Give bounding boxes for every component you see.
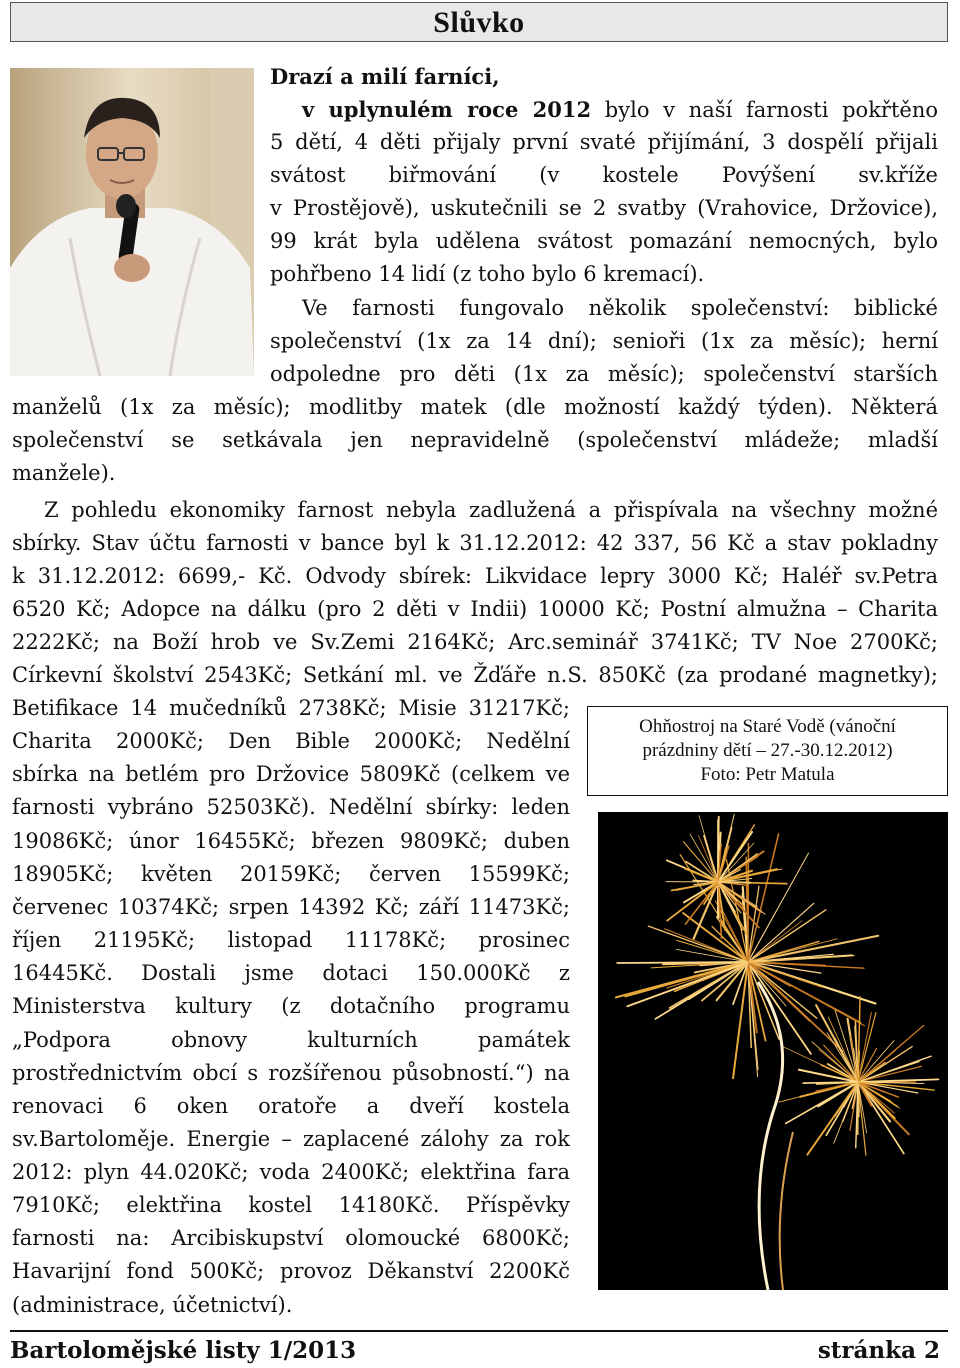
article-line [12,1189,570,1222]
article-line [12,391,938,424]
caption-line-1: Ohňostroj na Staré Vodě (vánoční [639,716,896,737]
article-line [12,1255,570,1288]
article-line [270,325,938,358]
article-line-text: 99 krát byla udělena svátost pomazání nemocných, bylo [270,229,938,253]
article-line-text: v Prostějově), uskutečnili se 2 svatby (Vrahovice, Držovice), [270,196,938,220]
article-line [12,659,938,692]
photo-caption [587,706,948,796]
article-line-bold: v uplynulém roce 2012 [302,97,592,122]
article-line [302,93,938,127]
article-line [12,1289,570,1322]
footer-page-number: stránka 2 [817,1337,940,1364]
article-line-text: 2012: plyn 44.020Kč; voda 2400Kč; elektřina fara [12,1160,570,1184]
firework-spark [718,882,750,883]
firework-trail [780,1132,793,1290]
article-line [12,527,938,560]
article-line-text: manželů (1x za měsíc); modlitby matek (dle možností každý týden). Některá [12,395,938,419]
article-line-text: bylo v naší farnosti pokřtěno [591,98,938,122]
article-line-text: Z pohledu ekonomiky farnost nebyla zadlužená a přispívala na všechny možné [44,498,938,522]
article-line-text: „Podpora obnovy kulturních památek [12,1028,570,1052]
greeting: Drazí a milí farníci, [270,64,500,89]
priest-photo [10,68,254,376]
article-line-text: 19086Kč; únor 16455Kč; březen 9809Kč; duben [12,829,570,853]
article-line [270,225,938,258]
article-line-text: 7910Kč; elektřina kostel 14180Kč. Příspěvky [12,1193,570,1217]
article-line-text: (administrace, účetnictví). [12,1293,293,1317]
article-line [12,1024,570,1057]
article-line-text: říjen 21195Kč; listopad 11178Kč; prosinec [12,928,570,952]
article-line-text: Ministerstva kultury (z dotačního programu [12,994,570,1018]
priest-photo-icon [10,68,254,376]
article-line [12,924,570,957]
article-line [12,457,938,490]
article-line [12,957,570,990]
article-line-text: Charita 2000Kč; Den Bible 2000Kč; Nedělní [12,729,570,753]
article-line-text: Ve farnosti fungovalo několik společenství: biblické [302,296,938,320]
article-line [12,858,570,891]
article-line [12,1057,570,1090]
caption-line-3: Foto: Petr Matula [700,764,835,785]
article-line-text: manžele). [12,461,116,485]
article-line [12,560,938,593]
article-line-text: renovaci 6 oken oratoře a dveří kostela [12,1094,570,1118]
firework-spark [858,1082,894,1113]
article-line-text: farnosti vybráno 52503Kč). Nedělní sbírky: leden [12,795,570,819]
article-line [12,758,570,791]
article-line-text: červenec 10374Kč; srpen 14392 Kč; září 11473Kč; [12,895,570,919]
article-line [12,1222,570,1255]
firework-spark [617,962,748,963]
article-line-text: k 31.12.2012: 6699,- Kč. Odvody sbírek: Likvidace lepry 3000 Kč; Haléř sv.Petra [12,564,938,588]
article-line [12,1156,570,1189]
article-line-text: 16445Kč. Dostali jsme dotaci 150.000Kč z [12,961,570,985]
article-line [270,258,938,291]
article-line [12,626,938,659]
firework-spark [690,834,718,882]
article-line [12,825,570,858]
article-line-text: sv.Bartoloměje. Energie – zaplacené zálohy za rok [12,1127,570,1151]
footer-divider [10,1330,948,1332]
article-line-text: svátost biřmování (v kostele Povýšení sv.kříže [270,163,938,187]
article-line-text: farnosti na: Arcibiskupství olomoucké 6800Kč; [12,1226,570,1250]
article-line-text: Betifikace 14 mučedníků 2738Kč; Misie 31217Kč; [12,696,570,720]
article-line [12,593,938,626]
article-line [12,891,570,924]
article-line-text: 6520 Kč; Adopce na dálku (pro 2 děti v Indii) 10000 Kč; Postní almužna – Charita [12,597,938,621]
article-line [12,692,570,725]
article-line [270,159,938,192]
article-line [44,494,938,527]
article-line-text: sbírky. Stav účtu farnosti v bance byl k 31.12.2012: 42 337, 56 Kč a stav pokladny [12,531,938,555]
article-line [12,1090,570,1123]
article-line [270,126,938,159]
page-title-bar [10,2,948,42]
firework-spark [748,834,779,962]
article-line [12,990,570,1023]
article-line [12,1123,570,1156]
firework-spark [733,962,748,1078]
page-title: Slůvko [433,6,525,39]
firework-spark [803,1082,858,1083]
article-line-text: Církevní školství 2543Kč; Setkání ml. ve Žďáře n.S. 850Kč (za prodané magnetky); [12,663,938,687]
article-line-text: prostřednictvím obcí s rozšířenou působností.“) na [12,1061,570,1085]
caption-line-2: prázdniny dětí – 27.-30.12.2012) [642,740,893,761]
article-line-text: odpoledne pro děti (1x za měsíc); společenství starších [270,362,938,386]
footer-publication: Bartolomějské listy 1/2013 [10,1337,357,1364]
article-line-text: 2222Kč; na Boží hrob ve Sv.Zemi 2164Kč; Arc.seminář 3741Kč; TV Noe 2700Kč; [12,630,938,654]
article-line-text: sbírka na betlém pro Držovice 5809Kč (celkem ve [12,762,570,786]
article-line [12,725,570,758]
fireworks-photo [598,812,948,1290]
article-line-text: společenství (1x za 14 dní); senioři (1x za měsíc); herní [270,329,938,353]
article-line [270,192,938,225]
article-line-text: Havarijní fond 500Kč; provoz Děkanství 2200Kč [12,1259,570,1283]
article-line-text: společenství se setkávala jen nepravidelně (společenství mládeže; mladší [12,428,938,452]
article-line [12,424,938,457]
article-line [12,791,570,824]
article-line-text: 18905Kč; květen 20159Kč; červen 15599Kč; [12,862,570,886]
firework-spark [812,1042,858,1082]
fireworks-photo-icon [598,812,948,1290]
article-line [302,292,938,325]
article-line-text: pohřbeno 14 lidí (z toho bylo 6 kremací). [270,262,705,286]
firework-spark [858,1079,938,1082]
article-line-text: 5 dětí, 4 děti přijaly první svaté přijímání, 3 dospělí přijali [270,130,938,154]
article-line [270,358,938,391]
